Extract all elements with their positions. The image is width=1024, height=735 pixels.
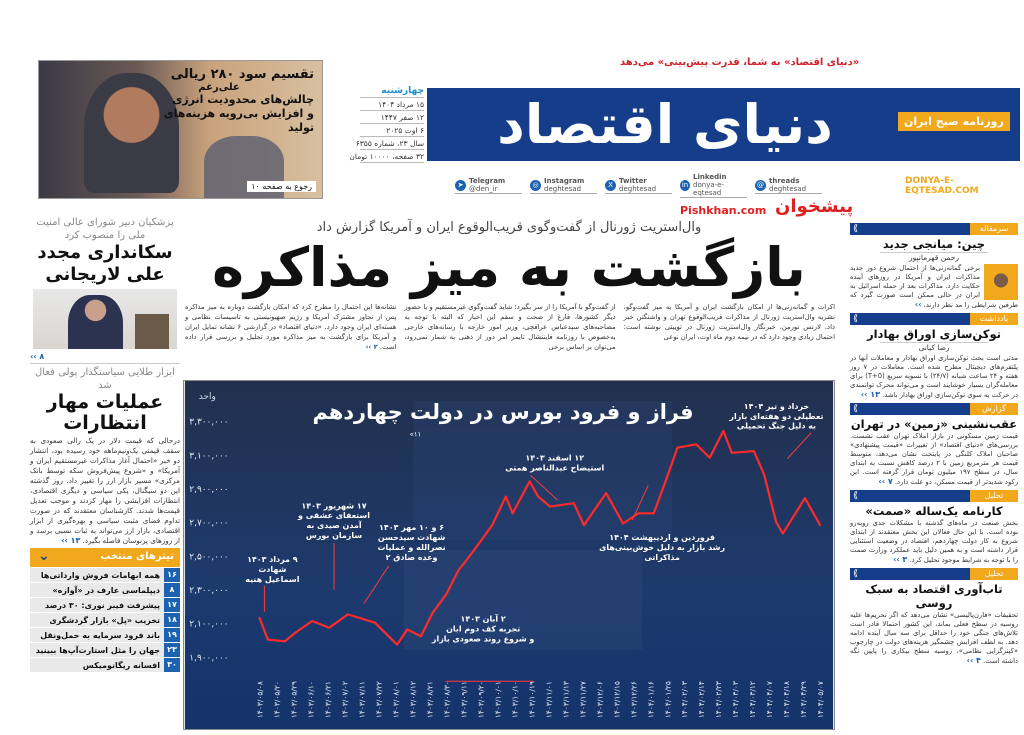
- date-lunar: ۱۲ صفر ۱۴۴۷: [360, 111, 424, 124]
- data-point: [763, 474, 765, 476]
- x-tick-label: ۱۴۰۳/۰۸/۰۱: [391, 681, 401, 719]
- data-point: [284, 640, 286, 642]
- main-subheadline: وال‌استریت ژورنال از گفت‌وگوی قریب‌الوقوع ایران و آمریکا گزارش داد: [316, 220, 702, 235]
- x-tick-label: ۱۴۰۳/۱۱/۰۱: [544, 681, 554, 719]
- social-name: Instagram: [544, 177, 585, 185]
- author-photo: [984, 264, 1018, 300]
- headline-title: همه ابهامات فروش وارداتی‌ها: [40, 570, 160, 580]
- section-header: [850, 490, 1018, 502]
- data-point: [605, 492, 607, 494]
- promo-page-ref[interactable]: رجوع به صفحه ۱۰: [247, 181, 316, 192]
- article-title[interactable]: کارنامه یک‌ساله «صمت»: [865, 504, 1003, 518]
- x-tick-label: ۱۴۰۴/۰۲/۱۴: [697, 681, 707, 719]
- data-point: [782, 533, 784, 535]
- data-point: [677, 447, 679, 449]
- annotation-label: اسماعیل هنیه: [245, 574, 300, 584]
- article-author: رضا کیانی: [880, 342, 988, 353]
- article-body-block: [850, 264, 1018, 310]
- data-point: [637, 512, 639, 514]
- larijani-headline[interactable]: سکانداری مجدد علی لاریجانی: [37, 242, 173, 285]
- fx-headline[interactable]: عملیات مهار انتظارات: [46, 391, 164, 434]
- data-point: [512, 512, 514, 514]
- section-tag: یادداشت: [970, 313, 1018, 325]
- issue-number: سال ۲۳، شماره ۶۳۵۵: [360, 137, 424, 150]
- instagram-icon: ◎: [530, 180, 541, 191]
- data-point: [259, 617, 261, 619]
- article-body: بخش صنعت در ماه‌های گذشته با مشکلات جدی روبه‌رو بوده است. با این حال فعالان این بخش معتقدند از ابتدای شروع به کار دولت چهاردهم، اقتصاد در وضعیت استثنایی قرار داشته است و به همین دلیل باید عملکرد وزارت صمت را با توجه به شرایط موجود تحلیل کرد.: [850, 519, 1018, 564]
- selected-headline-item[interactable]: [30, 643, 180, 657]
- data-point: [267, 639, 269, 641]
- annotation-label: استیضاح عبدالناصر همتی: [505, 463, 605, 473]
- page-ref[interactable]: ۸ ››: [30, 352, 45, 361]
- selected-headlines: [30, 548, 180, 672]
- article-author: رحمن قهرمانپور: [880, 252, 988, 263]
- section-header: [850, 313, 1018, 325]
- y-tick-label: ۲,۷۰۰,۰۰۰: [189, 518, 229, 529]
- data-point: [731, 452, 733, 454]
- article-title[interactable]: تاب‌آوری اقتصاد به سبک روسی: [865, 582, 1003, 610]
- tagline-badge: روزنامه صبح ایران: [898, 112, 1010, 131]
- x-tick-label: ۱۴۰۴/۰۴/۱۸: [782, 681, 792, 719]
- chevrons-icon: ⟪: [850, 568, 970, 580]
- issue-info: [349, 84, 424, 163]
- social-telegram[interactable]: [455, 177, 522, 194]
- y-tick-label: ۲,۵۰۰,۰۰۰: [189, 552, 229, 563]
- social-handle: deghtesad: [619, 185, 657, 193]
- chevrons-icon: ⟪: [850, 313, 970, 325]
- date-solar: ۱۵ مرداد ۱۴۰۴: [360, 98, 424, 111]
- article-body-block: [850, 519, 1018, 565]
- data-point: [396, 644, 398, 646]
- page-ref[interactable]: ۱۳ ››: [860, 390, 880, 399]
- kicker: ابزار طلایی سیاستگذار پولی فعال شد: [35, 367, 175, 391]
- selected-headline-item[interactable]: [30, 583, 180, 597]
- annotation-label: سازمان بورس: [305, 531, 363, 541]
- data-point: [328, 627, 330, 629]
- selected-headline-item[interactable]: [30, 598, 180, 612]
- annotation-label: خرداد و تیر ۱۴۰۴: [743, 401, 810, 411]
- page-ref[interactable]: ۷ ››: [878, 477, 893, 486]
- article-body: قیمت زمین مسکونی در بازار املاک تهران عقب نشست. بررسی‌های «دنیای اقتصاد» از تغییرات «قیمت پیشنهادی» صاحبان املاک کلنگی در پایتخت نشان می‌دهد، متوسط قیمت هر مترمربع زمین با ۲ درصد کاهش نسبت به ابتدای سال، در سطح ۱۹۷ میلیون تومان قرار گرفته است. این رکود شدیدتر از قیمت مسکن، دو علت دارد.: [850, 432, 1018, 486]
- data-point: [583, 524, 585, 526]
- annotation-label: شهادت سیدحسن: [377, 533, 446, 543]
- sidebar-article: [850, 223, 1018, 310]
- x-tick-label: ۱۴۰۳/۰۷/۱۱: [357, 681, 367, 719]
- x-tick-label: ۱۴۰۴/۰۴/۰۷: [765, 681, 775, 719]
- x-tick-label: ۱۴۰۳/۰۹/۱۱: [459, 681, 469, 719]
- page-number: ۱۷: [164, 598, 180, 612]
- data-point: [505, 496, 507, 498]
- section-tag: تحلیل: [970, 568, 1018, 580]
- x-tick-label: ۱۴۰۳/۰۵/۲۰: [272, 681, 282, 719]
- annotation-label: به دلیل جنگ تحمیلی: [736, 421, 817, 431]
- section-tag: سرمقاله: [970, 223, 1018, 235]
- x-tick-label: ۱۴۰۳/۰۸/۳۰: [442, 681, 452, 719]
- social-twitter[interactable]: [605, 177, 672, 194]
- y-tick-label: ۲,۱۰۰,۰۰۰: [189, 619, 229, 630]
- x-tick-label: ۱۴۰۳/۰۶/۲۱: [323, 681, 333, 719]
- annotation-label: مذاکراتی: [644, 552, 680, 562]
- page-ref[interactable]: ۲ ››: [365, 343, 378, 351]
- lead-article: [185, 302, 835, 352]
- data-point: [420, 635, 422, 637]
- x-tick-label: ۱۴۰۳/۰۷/۲۲: [374, 681, 384, 719]
- x-tick-label: ۱۴۰۳/۰۷/۰۲: [340, 681, 350, 719]
- chevrons-icon: ⟪: [850, 490, 970, 502]
- x-tick-label: ۱۴۰۴/۰۱/۲۵: [663, 681, 673, 719]
- article-column: از گفت‌وگو با آمریکا را از سر بگیرد؛ شاید گفت‌وگوی غیرمستقیم و با حضور دیگر کشورها، فارغ از صحت و سقم این اخبار که البته با توجه به مصاحبه‌های سیدعباس عراقچی، وزیر امور خارجه با رسانه‌های خارجی به‌خصوص با روزنامه فایننشال تایمز امر دور از ذهنی به شمار نمی‌رود، می‌توان بر اساس برخی: [404, 303, 616, 351]
- page-number: ۳۰: [164, 658, 180, 672]
- annotation-label: نصرالله و عملیات: [377, 543, 446, 553]
- article-text: نشانه‌ها این احتمال را مطرح کرد که امکان بازگشت دوباره به میز مذاکره پس از تجاوز مشترک آمریکا و رژیم صهیونیستی به تاسیسات نظامی و هسته‌ای ایران وجود دارد. «دنیای اقتصاد» در گزارشی ۶ نشانه تمایل ایران و آمریکا برای بازگشت به میز مذاکره مورد تحلیل و بررسی قرار داده است.: [185, 303, 397, 351]
- x-tick-label: ۱۴۰۳/۰۸/۱۲: [408, 681, 418, 719]
- x-tick-label: ۱۴۰۴/۰۲/۰۳: [680, 681, 690, 719]
- watermark-logo: پیشخوان: [775, 196, 854, 217]
- left-column: [30, 216, 180, 672]
- chevrons-icon: ⟪: [850, 223, 970, 235]
- article-title[interactable]: چین: میانجی جدید: [882, 237, 986, 251]
- y-tick-label: ۱,۹۰۰,۰۰۰: [189, 653, 229, 664]
- chart-title: فراز و فرود بورس در دولت چهاردهم: [312, 399, 694, 424]
- page-number: ۲۳: [164, 643, 180, 657]
- article-column: [185, 302, 396, 352]
- page-ref[interactable]: ››: [914, 300, 922, 309]
- headline-title: جهان را مثل استارت‌آپ‌ها ببینید: [35, 645, 160, 655]
- page-number: ۱۶: [164, 568, 180, 582]
- telegram-icon: ➤: [455, 180, 466, 191]
- promo-line: چالش‌های محدودیت انرژی: [172, 93, 314, 106]
- annotation-label: ۹ مرداد ۱۴۰۳: [247, 554, 298, 564]
- page-ref[interactable]: ۴ ››: [966, 656, 981, 665]
- annotation-label: ۲ آبان ۱۴۰۳: [460, 614, 506, 624]
- promo-photo-box[interactable]: [38, 60, 323, 199]
- page-ref[interactable]: ۳ ››: [893, 555, 908, 564]
- page-number: ۱۸: [164, 613, 180, 627]
- promo-line: و افزایش بی‌رویه هزینه‌های تولید: [163, 107, 314, 134]
- data-point: [294, 632, 296, 634]
- data-point: [573, 502, 575, 504]
- data-point: [622, 523, 624, 525]
- page-number: ۸: [164, 583, 180, 597]
- x-tick-label: ۱۴۰۳/۱۰/۰۱: [493, 681, 503, 719]
- x-tick-label: ۱۴۰۳/۰۵/۲۹: [289, 681, 299, 719]
- annotation-label: ۶ و ۱۰ مهر ۱۴۰۳: [379, 523, 445, 533]
- social-handle: @den_ir: [469, 185, 498, 193]
- promo-title: تقسیم سود ۲۸۰ ریالی: [170, 67, 314, 82]
- chevrons-icon: ⟪: [850, 403, 970, 415]
- main-headline[interactable]: بازگشت به میز مذاکره: [212, 236, 806, 299]
- selected-headline-item[interactable]: [30, 568, 180, 582]
- x-tick-label: ۱۴۰۴/۰۲/۲۳: [714, 681, 724, 719]
- website-link[interactable]: DONYA-E-EQTESAD.COM: [905, 176, 979, 196]
- section-tag: تحلیل: [970, 490, 1018, 502]
- x-tick-label: ۱۴۰۳/۰۶/۱۰: [306, 681, 316, 719]
- data-point: [775, 521, 777, 523]
- x-tick-label: ۱۴۰۳/۱۲/۰۶: [595, 681, 605, 719]
- social-handle: donya-e-eqtesad: [693, 181, 724, 197]
- data-point: [445, 593, 447, 595]
- x-tick-label: ۱۴۰۳/۰۹/۲۰: [476, 681, 486, 719]
- y-tick-label: ۳,۱۰۰,۰۰۰: [189, 451, 229, 462]
- social-name: threads: [769, 177, 800, 185]
- x-tick-label: ۱۴۰۴/۰۳/۱۲: [748, 681, 758, 719]
- kicker: پزشکیان دبیر شورای عالی امنیت ملی را منصوب کرد: [36, 217, 174, 241]
- social-links: [455, 173, 822, 198]
- section-header: [850, 568, 1018, 580]
- x-icon: X: [605, 180, 616, 191]
- annotation-label: فروردین و اردیبهشت ۱۴۰۴: [609, 533, 716, 543]
- promo-line: علی‌رغم: [198, 82, 240, 93]
- date-gregorian: ۶ اوت ۲۰۲۵: [360, 124, 424, 137]
- newspaper-logo[interactable]: دنیای اقتصاد: [497, 93, 833, 156]
- annotation-label: وعده صادق ۲: [385, 552, 438, 562]
- price: ۳۲ صفحه، ۱۰۰۰۰ تومان: [360, 150, 424, 163]
- social-threads[interactable]: [755, 177, 822, 194]
- x-tick-label: ۱۴۰۴/۰۵/۰۷: [816, 681, 826, 719]
- y-tick-label: ۲,۳۰۰,۰۰۰: [189, 586, 229, 597]
- section-tag: گزارش: [970, 403, 1018, 415]
- data-point: [658, 499, 660, 501]
- stock-index-chart: [183, 380, 835, 730]
- x-tick-label: ۱۴۰۴/۰۴/۲۹: [799, 681, 809, 719]
- watermark-url: Pishkhan.com: [680, 204, 767, 217]
- sidebar-article: [850, 568, 1018, 666]
- fx-body-text: درحالی که قیمت دلار در یک رالی صعودی به سقف قیمتی یک‌ونیم‌ماهه خود رسیده بود، انتشار دو خبر «احتمال آغاز مذاکرات غیرمستقیم ایران و آمریکا» و «شروع پیش‌فروش سکه توسط بانک مرکزی» مسیر بازار ارز را تغییر داد. روز گذشته این دو سیگنال، یکی سیاسی و دیگری اقتصادی، انتظارات افزایشی را مهار کردند و موجب تعدیل قیمت‌ها شدند. کارشناسان معتقدند که در صورت تداوم فضای مثبت سیاسی و بهره‌گیری از ابزار اقتصادی، بازار ارز می‌تواند به ثبات نسبی برسد و از روزهای پرنوسان فاصله بگیرد.: [30, 436, 180, 545]
- annotation-label: رشد بازار به دلیل خوش‌بینی‌های: [599, 543, 726, 553]
- x-tick-label: ۱۴۰۳/۰۵/۰۸: [255, 681, 265, 719]
- page-ref[interactable]: ۱۳ ››: [61, 536, 81, 545]
- y-tick-label: ۳,۳۰۰,۰۰۰: [189, 417, 229, 428]
- annotation-label: تعطیلی دو هفته‌ای بازار: [729, 411, 824, 421]
- selected-headline-item[interactable]: [30, 658, 180, 672]
- social-name: Linkedin: [693, 173, 727, 181]
- x-tick-label: ۱۴۰۳/۱۲/۲۶: [629, 681, 639, 719]
- data-point: [709, 457, 711, 459]
- larijani-photo: [33, 289, 177, 349]
- annotation-label: ۱۷ شهریور ۱۴۰۳: [301, 501, 367, 511]
- data-point: [311, 620, 313, 622]
- x-tick-label: ۱۴۰۳/۱۱/۱۳: [561, 681, 571, 719]
- headline-title: پیشرفت فیبر نوری: ۳۰ درصد: [45, 600, 160, 610]
- section-header: [850, 403, 1018, 415]
- slogan: «دنیای اقتصاد» به شما، قدرت پیش‌بینی» می‌دهد: [620, 57, 860, 68]
- data-point: [347, 613, 349, 615]
- article-column: اکرات و گمانه‌زنی‌ها از امکان بازگشت ایران و آمریکا به میز گفت‌وگو، نشریه وال‌استریت ژورنال از مذاکرات قریب‌الوقوع تهران و واشنگتن خبر داد. لارنس نورمن، خبرنگار وال‌استریت ژورنال در توییتی نوشته است: احتمال زیادی وجود دارد که در نیمه دوم ماه اوت، ایران نوعی: [623, 303, 835, 341]
- data-point: [491, 524, 493, 526]
- y-tick-label: ۲,۹۰۰,۰۰۰: [189, 485, 229, 496]
- article-body-block: [850, 354, 1018, 400]
- data-point: [722, 430, 724, 432]
- annotation-label: تجربه کف دوم ابان: [446, 624, 521, 634]
- y-axis-unit: واحد: [198, 391, 216, 402]
- x-tick-label: ۱۴۰۳/۱۲/۱۵: [612, 681, 622, 719]
- source-mark: «۱۱: [409, 430, 422, 439]
- annotation-label: استعفای عشقی و: [298, 511, 370, 521]
- data-point: [432, 612, 434, 614]
- data-point: [529, 480, 531, 482]
- x-tick-label: ۱۴۰۳/۰۸/۲۱: [425, 681, 435, 719]
- section-header: [850, 223, 1018, 235]
- selected-headline-item[interactable]: [30, 628, 180, 642]
- data-point: [666, 475, 668, 477]
- data-point: [537, 496, 539, 498]
- data-point: [549, 506, 551, 508]
- linkedin-icon: in: [681, 181, 689, 189]
- annotation-label: آمدن صیدی به: [306, 521, 362, 531]
- data-point: [457, 570, 459, 572]
- data-point: [819, 524, 821, 526]
- article-body-block: [850, 432, 1018, 487]
- threads-icon: @: [757, 181, 764, 189]
- sidebar-article: [850, 403, 1018, 487]
- x-tick-label: ۱۴۰۳/۱۱/۲۷: [578, 681, 588, 719]
- article-body: برخی گمانه‌زنی‌ها از احتمال شروع دور جدید مذاکرات ایران و آمریکا در روزهای آینده حکایت دارد. مذاکرات بعد از حمله اسرائیل به ایران در حالی ممکن است صورت گیرد که طرفین شرایطی را مد نظر دارند.: [850, 264, 1018, 309]
- x-tick-label: ۱۴۰۴/۰۱/۱۶: [646, 681, 656, 719]
- weekday: چهارشنبه: [360, 84, 424, 98]
- annotation-label: و شروع روند صعودی بازار: [431, 634, 535, 644]
- fx-body: [30, 436, 180, 546]
- data-point: [374, 622, 376, 624]
- social-instagram[interactable]: [530, 177, 597, 194]
- annotation-label: شهادت: [258, 564, 287, 574]
- data-point: [753, 450, 755, 452]
- annotation-label: ۱۲ اسفند ۱۴۰۳: [525, 453, 585, 463]
- headline-title: باند فرود سرمایه به حمل‌ونقل: [40, 630, 160, 640]
- page-number: ۱۹: [164, 628, 180, 642]
- picks-title: تیترهای منتخب: [100, 551, 174, 562]
- sidebar-article: [850, 313, 1018, 400]
- social-handle: deghtesad: [769, 185, 807, 193]
- article-title[interactable]: توکن‌سازی اوراق بهادار: [867, 327, 1001, 341]
- article-title[interactable]: عقب‌نشینی «زمین» در تهران: [850, 417, 1018, 431]
- data-point: [483, 536, 485, 538]
- article-body-block: [850, 611, 1018, 666]
- article-body: تحقیقات «فارن‌پالیسی» نشان می‌دهد که اگر تحریم‌ها علیه روسیه در سطح فعلی بماند، این کشور احتمالا قادر است تلاش‌های جنگی خود را حداقل برای سه سال آینده ادامه دهد. به لطف افزایش چشمگیر هزینه‌های دولت در چارچوب «کینزگرایی نظامی»، روسیه سطح بیکاری را پایین نگه داشته است.: [850, 611, 1018, 665]
- sidebar-article: [850, 490, 1018, 565]
- x-tick-label: ۱۴۰۴/۰۳/۰۳: [731, 681, 741, 719]
- data-point: [406, 629, 408, 631]
- article-body: مدتی است بحث توکن‌سازی اوراق بهادار و معاملات آنها در پلتفرم‌های دیجیتال مطرح شده است. معاملات در ۷ روز هفته و ۲۴ ساعت شبانه (۲۴/۷) با تسویه سریع (T+0) برای معامله‌گران بسیار خوشایند است و می‌تواند محرک توانمندی در حرکت به سوی توکن‌سازی اوراق بهادار باشد.: [850, 354, 1018, 399]
- data-point: [469, 555, 471, 557]
- headline-title: تخریب «پل» بازار گردشگری: [49, 615, 160, 625]
- selected-headline-item[interactable]: [30, 613, 180, 627]
- data-point: [804, 497, 806, 499]
- data-point: [695, 443, 697, 445]
- x-tick-label: ۱۴۰۳/۱۰/۱۹: [527, 681, 537, 719]
- headline-title: افسانه ریگانومیکس: [82, 660, 160, 670]
- chevron-down-icon: ⌄: [38, 548, 50, 564]
- headline-title: دیپلماسی عارف در «آوازه»: [52, 585, 160, 595]
- social-name: Twitter: [619, 177, 647, 185]
- data-point: [653, 512, 655, 514]
- social-name: Telegram: [469, 177, 506, 185]
- social-linkedin[interactable]: [680, 173, 747, 198]
- right-column: [850, 220, 1018, 666]
- x-tick-label: ۱۴۰۳/۱۰/۱۰: [510, 681, 520, 719]
- social-handle: deghtesad: [544, 185, 582, 193]
